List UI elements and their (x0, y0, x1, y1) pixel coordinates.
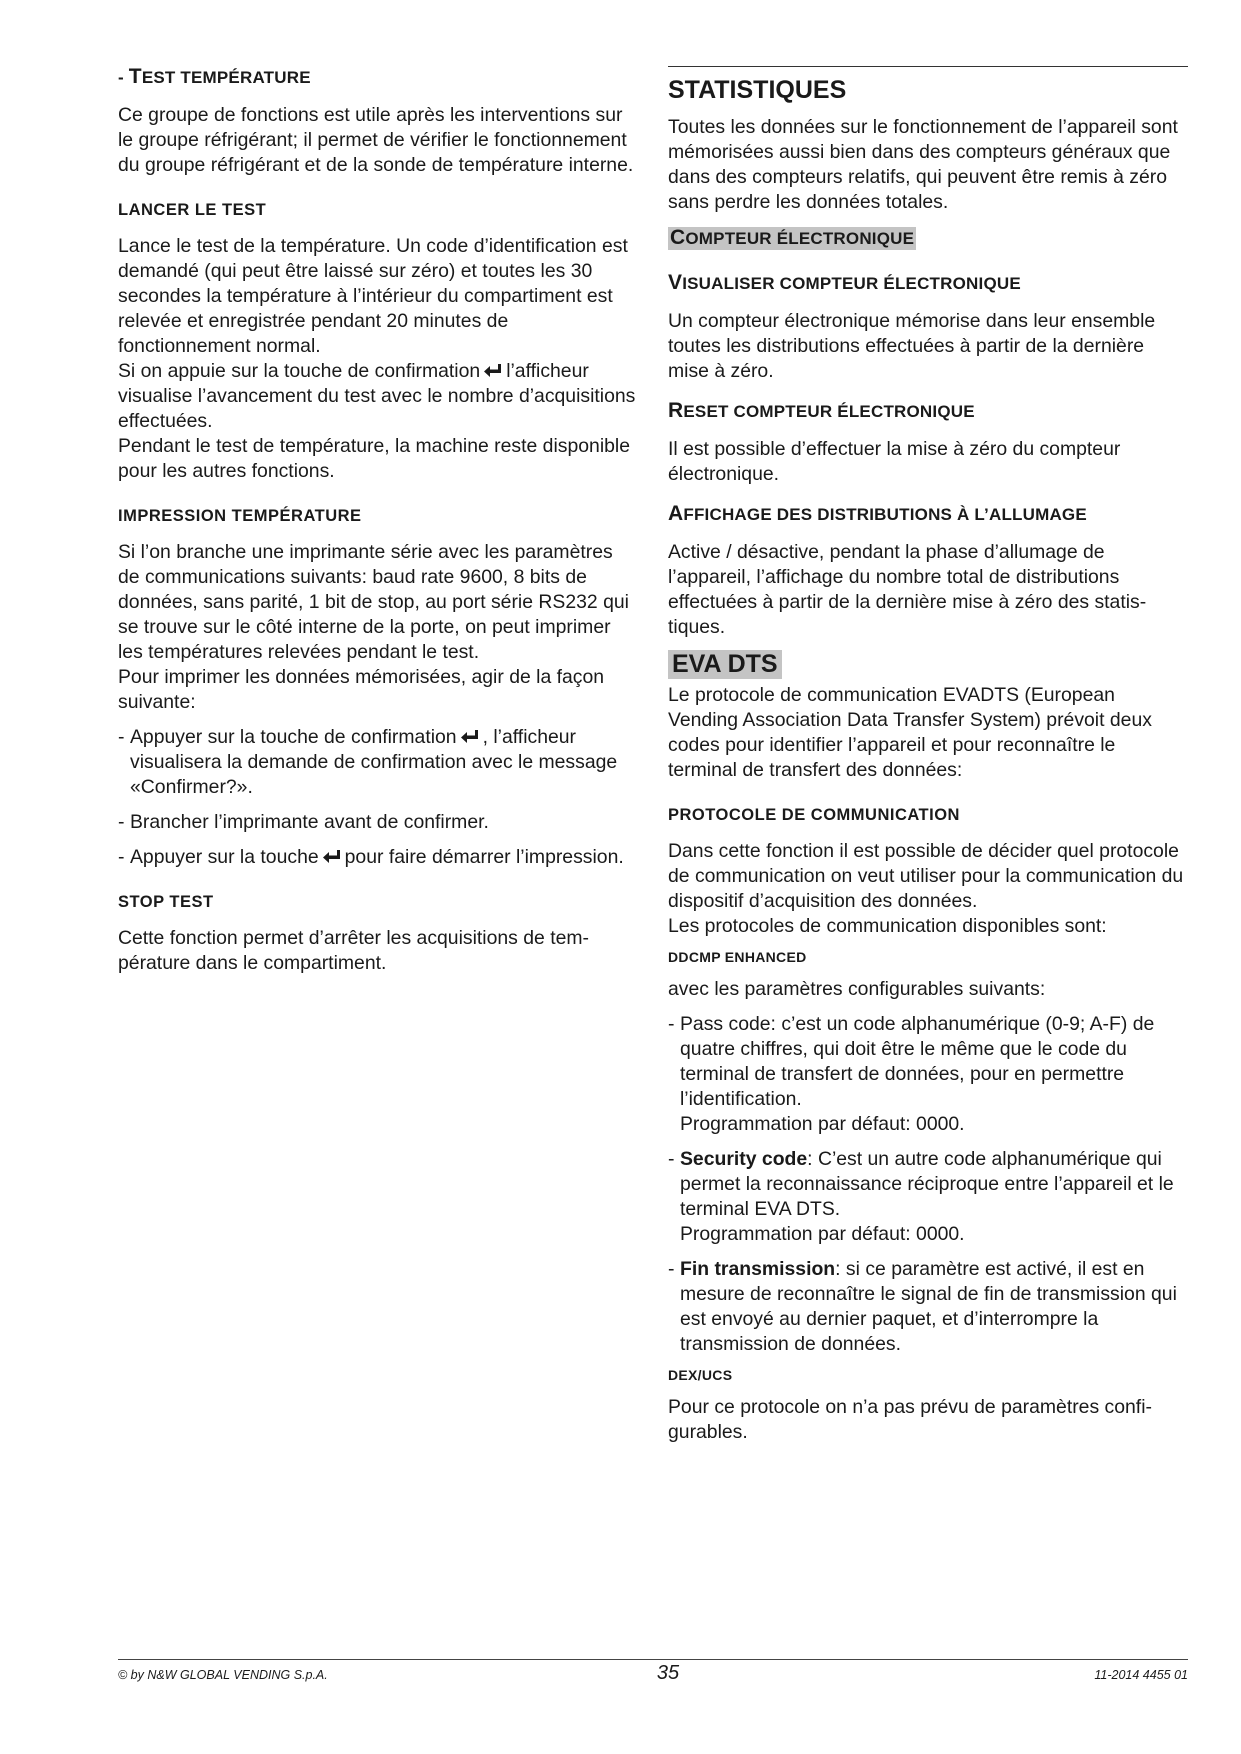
list-item: - Security code: C’est un autre code alphanumérique qui permet la reconnaissance réciproque entre l’appareil et le terminal EVA DTS. Programmation par défaut: 0000. (668, 1148, 1174, 1245)
enter-key-icon (322, 849, 342, 865)
enter-key-icon (483, 363, 503, 379)
footer-copyright: © by N&W GLOBAL VENDING S.p.A. (118, 1668, 328, 1682)
stop-p: Cette fonction permet d’arrêter les acquisitions de température dans le compartiment. (118, 927, 589, 974)
protocole-heading: PROTOCOLE DE COMMUNICATION (668, 806, 960, 824)
lancer-test-heading: LANCER LE TEST (118, 201, 267, 219)
impression-p1: Si l’on branche une imprimante série avec les paramètres de communications suivants: baud rate 9600, 8 bits de données, sans parité, 1 bit de stop, au port série RS232 qui se trouve sur le côté interne de la porte, on peut imprimer les températures relevées pendant le test. (118, 541, 629, 663)
visualiser-heading: VISUALISER COMPTEUR ÉLECTRONIQUE (668, 271, 1021, 294)
list-item: - Appuyer sur la touche pour faire démarrer l’impression. (118, 846, 624, 868)
dex-p: Pour ce protocole on n’a pas prévu de paramètres configurables. (668, 1396, 1152, 1443)
test-temperature-heading: - TEST TEMPÉRATURE (118, 65, 311, 88)
compteur-heading: COMPTEUR ÉLECTRONIQUE (670, 226, 915, 249)
visualiser-p: Un compteur électronique mémorise dans leur ensemble toutes les distributions effectuées à partir de la dernière mise à zéro. (668, 310, 1156, 382)
right-column (668, 66, 1188, 1445)
affichage-heading: AFFICHAGE DES DISTRIBUTIONS À L’ALLUMAGE (668, 502, 1087, 525)
ddcmp-p: avec les paramètres configurables suivants: (668, 978, 1046, 1000)
list-item: - Fin transmission: si ce paramètre est activé, il est en mesure de reconnaître le signal de fin de transmission qui est envoyé au dernier paquet, et d’interrompre la transmission de données. (668, 1258, 1177, 1355)
footer-divider (118, 1659, 1188, 1660)
list-item: - Brancher l’imprimante avant de confirmer. (118, 811, 489, 833)
impression-heading: IMPRESSION TEMPÉRATURE (118, 507, 362, 525)
statistiques-p: Toutes les données sur le fonctionnement de l’appareil sont mémorisées aussi bien dans des compteurs généraux que dans des compteurs relatifs, qui peuvent être remis à zéro sans perdre les données totales. (668, 116, 1178, 213)
left-column (118, 66, 636, 976)
protocole-p2: Les protocoles de communication disponibles sont: (668, 915, 1107, 937)
enter-key-icon (460, 729, 480, 745)
affichage-p: Active / désactive, pendant la phase d’allumage de l’appareil, l’affichage du nombre total de distributions effectuées à partir de la dernière mise à zéro des statistiques. (668, 541, 1147, 638)
test-intro: Ce groupe de fonctions est utile après les interventions sur le groupe réfrigérant; il permet de vérifier le fonctionnement du groupe réfrigérant et de la sonde de température interne. (118, 104, 634, 176)
eva-dts-title: EVA DTS (668, 650, 782, 679)
stop-test-heading: STOP TEST (118, 893, 214, 911)
impression-p2: Pour imprimer les données mémorisées, agir de la façon suivante: (118, 666, 605, 713)
footer (118, 1664, 1188, 1688)
lancer-p1: Lance le test de la température. Un code d’identification est demandé (qui peut être laissé sur zéro) et toutes les 30 secondes la température à l’intérieur du compartiment est relevée et enregistrée pendant 20 minutes de fonctionnement normal. (118, 235, 628, 357)
list-item: - Appuyer sur la touche de confirmation , l’afficheur visualisera la demande de confirmation avec le message «Confirmer?». (118, 726, 618, 798)
page-number: 35 (656, 1662, 680, 1684)
protocole-p1: Dans cette fonction il est possible de décider quel protocole de communication on veut utiliser pour la communication du dispositif d’acquisition des données. (668, 840, 1184, 912)
footer-doc-code: 11-2014 4455 01 (1094, 1668, 1188, 1682)
statistiques-title: STATISTIQUES (668, 66, 1188, 105)
eva-p: Le protocole de communication EVADTS (European Vending Association Data Transfer System) prévoit deux codes pour identifier l’appareil et pour reconnaître le terminal de transfert des données: (668, 684, 1152, 781)
reset-p: Il est possible d’effectuer la mise à zéro du compteur électronique. (668, 438, 1121, 485)
dex-heading: DEX/UCS (668, 1367, 733, 1383)
lancer-p3: Pendant le test de température, la machine reste disponible pour les autres fonctions. (118, 435, 631, 482)
ddcmp-heading: DDCMP ENHANCED (668, 949, 807, 965)
list-item: - Pass code: c’est un code alphanumérique (0-9; A-F) de quatre chiffres, qui doit être le même que le code du terminal de transfert de données, pour en permettre l’identification. Programmation par défaut: 0000. (668, 1013, 1155, 1135)
lancer-p2: Si on appuie sur la touche de confirmation l’afficheur visualise l’avancement du test avec le nombre d’acquisitions effectuées. (118, 360, 636, 432)
reset-heading: RESET COMPTEUR ÉLECTRONIQUE (668, 399, 975, 422)
